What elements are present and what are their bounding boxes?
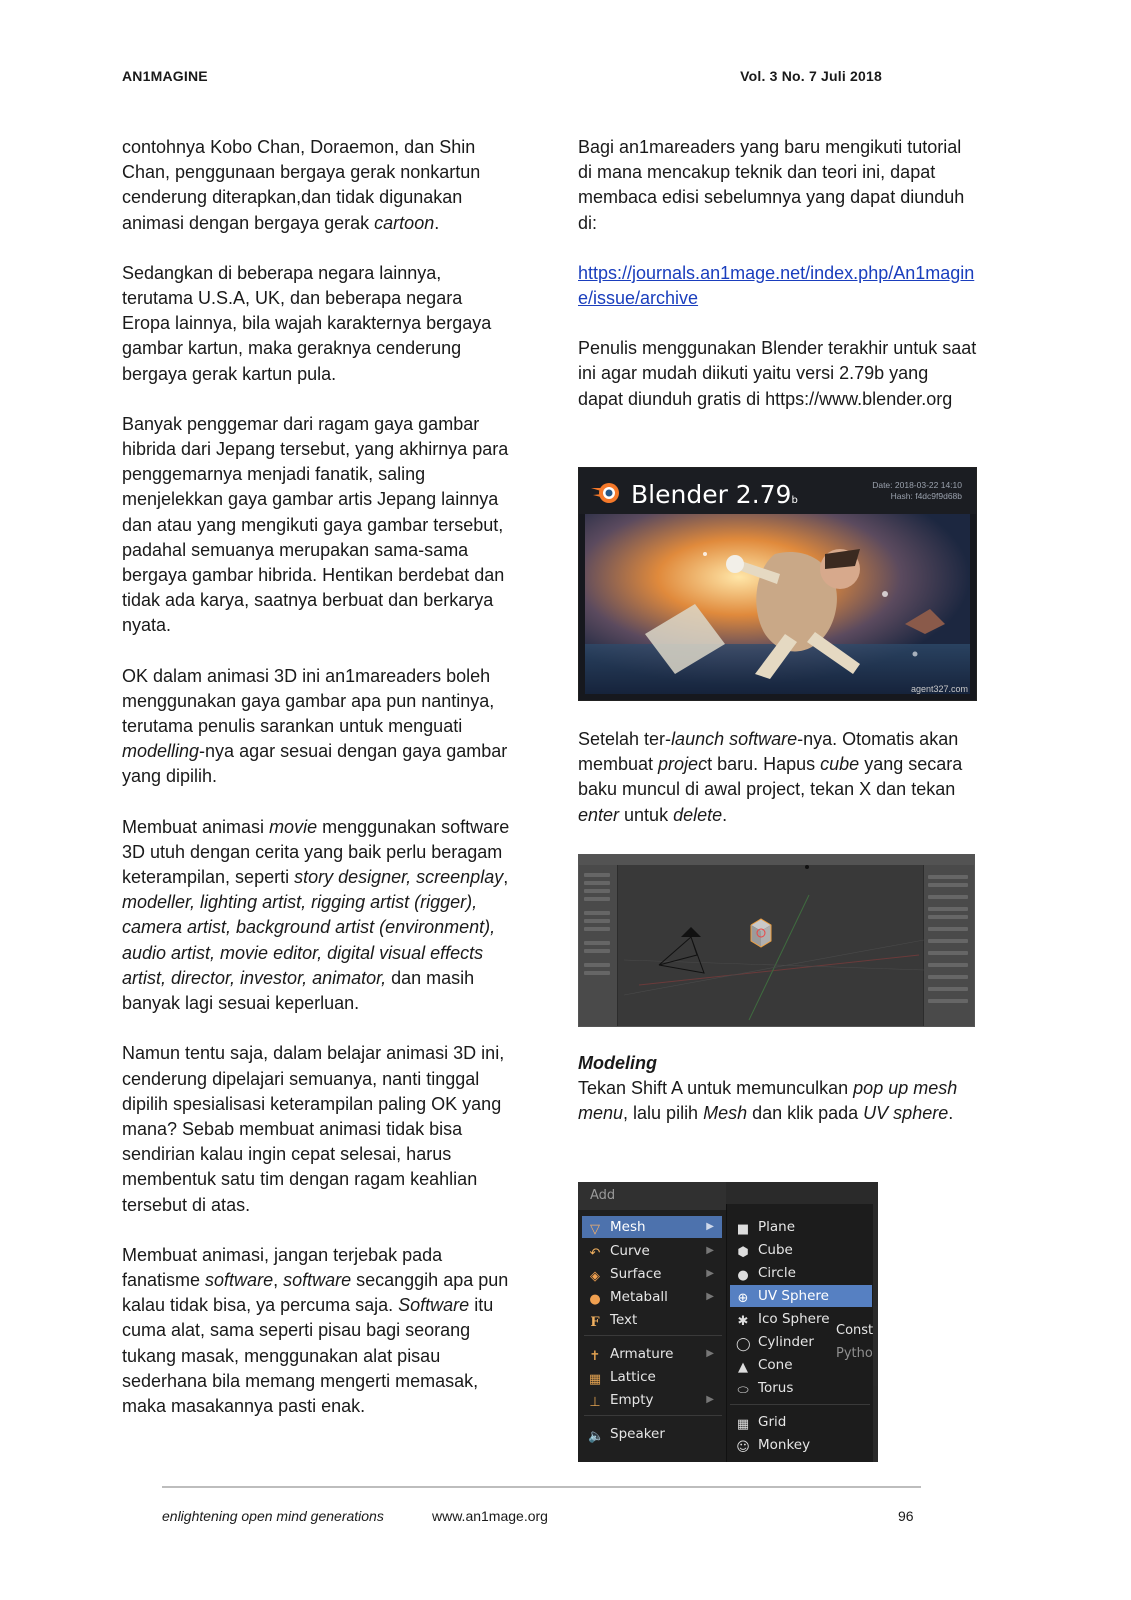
menu-item-speaker[interactable]: 🔈 Speaker	[588, 1426, 665, 1444]
uv-sphere-icon: ⊕	[737, 1291, 749, 1306]
menu-separator	[584, 1415, 722, 1416]
paragraph: Sedangkan di beberapa negara lainnya, terutama U.S.A, UK, dan beberapa negara Eropa lainnya, bila wajah karakternya bergaya gambar kartun, maka geraknya cenderung bergaya gerak kartun pula.	[122, 262, 492, 384]
menu-item-surface[interactable]: ◈ Surface ▶	[590, 1266, 714, 1284]
ui-scene-objects	[579, 855, 974, 1026]
mesh-item-torus[interactable]: ⬭ Torus	[737, 1380, 794, 1398]
paragraph: Membuat animasi, jangan terjebak pada fanatisme software, software secanggih apa pun kalau tidak bisa, ya percuma saja. Software itu cuma alat, sama seperti pisau bagi seorang tukang masak, menggunakan alat pisau sederhana bila memang mengerti memasak, maka masakannya pasti enak.	[122, 1244, 509, 1416]
mesh-item-cylinder[interactable]: ◯ Cylinder	[736, 1334, 814, 1352]
section-heading: Modeling	[578, 1053, 657, 1073]
overflow-item: Const	[836, 1323, 874, 1338]
mesh-item-circle[interactable]: ● Circle	[737, 1265, 796, 1283]
armature-icon: ✝	[589, 1349, 601, 1364]
archive-link[interactable]: https://journals.an1mage.net/index.php/An1magine/issue/archive	[578, 262, 975, 309]
cube-icon: ⬢	[737, 1245, 749, 1260]
curve-icon: ↶	[589, 1246, 601, 1261]
right-column-lower	[578, 1051, 978, 1152]
surface-icon: ◈	[590, 1269, 600, 1284]
mesh-item-plane[interactable]: ■ Plane	[736, 1219, 796, 1237]
cylinder-icon: ◯	[736, 1337, 751, 1352]
paragraph: Bagi an1mareaders yang baru mengikuti tutorial di mana mencakup teknik dan teori ini, dapat membaca edisi sebelumnya yang dapat diunduh di:	[578, 137, 965, 233]
mesh-item-cone[interactable]: ▲ Cone	[738, 1357, 793, 1375]
paragraph: Membuat animasi movie menggunakan software 3D utuh dengan cerita yang baik perlu beragam keterampilan, seperti story designer, screenplay, modeller, lighting artist, rigging artist (rigger), camera artist, background artist (environment), audio artist, movie editor, digital visual effects artist, director, investor, animator, dan masih banyak lagi sesuai keperluan.	[122, 816, 510, 1014]
paragraph: OK dalam animasi 3D ini an1mareaders boleh menggunakan gaya gambar apa pun nantinya, terutama penulis sarankan untuk menguati modelling-nya agar sesuai dengan gaya gambar yang dipilih.	[122, 665, 508, 787]
mesh-icon: ▽	[590, 1222, 600, 1237]
menu-separator	[730, 1404, 870, 1405]
menu-item-lattice[interactable]: ▦ Lattice	[588, 1369, 656, 1387]
menu-item-armature[interactable]: ✝ Armature ▶	[589, 1346, 714, 1364]
archive-link-paragraph	[578, 261, 978, 311]
footer-url[interactable]: www.an1mage.org	[432, 1508, 548, 1524]
empty-icon: ⊥	[589, 1395, 601, 1410]
menu-item-curve[interactable]: ↶ Curve ▶	[589, 1243, 714, 1261]
plane-icon: ■	[736, 1222, 750, 1237]
splash-title: Blender 2.79b	[631, 480, 798, 509]
paragraph: Setelah ter-launch software-nya. Otomatis akan membuat project baru. Hapus cube yang secara baku muncul di awal project, tekan X dan tekan enter untuk delete.	[578, 729, 963, 825]
paragraph: Namun tentu saja, dalam belajar animasi 3D ini, cenderung dipelajari semuanya, nanti tinggal dipilih spesialisasi keterampilan paling OK yang mana? Sebab membuat animasi tidak bisa sendirian kalau ingin cepat selesai, harus membentuk satu tim dengan ragam keahlian tersebut di atas.	[122, 1043, 505, 1215]
menu-item-metaball[interactable]: ● Metaball ▶	[589, 1289, 714, 1307]
ico-sphere-icon: ✱	[737, 1314, 749, 1329]
mesh-item-grid[interactable]: ▦ Grid	[736, 1414, 787, 1432]
right-column-mid	[578, 727, 978, 853]
menu-item-text[interactable]: F Text	[588, 1309, 722, 1331]
paragraph: Banyak penggemar dari ragam gaya gambar hibrida dari Jepang tersebut, yang akhirnya para penggemarnya menjadi fanatik, saling menjelekkan gaya gambar artis Jepang lainnya dan atau yang mengikuti gaya gambar tersebut, padahal semuanya merupakan sama-sama bergaya gambar hibrida. Hentikan berdebat dan tidak ada karya, saatnya berbuat dan berkarya nyata.	[122, 413, 509, 636]
page-number: 96	[898, 1508, 914, 1524]
mesh-item-ico-sphere[interactable]: ✱ Ico Sphere	[737, 1311, 830, 1329]
menu-item-empty[interactable]: ⊥ Empty ▶	[589, 1392, 714, 1410]
overflow-item: Pytho	[836, 1346, 873, 1361]
mesh-item-cube[interactable]: ⬢ Cube	[737, 1242, 793, 1260]
footer-tagline: enlightening open mind generations	[162, 1508, 384, 1524]
splash-build-info: Date: 2018-03-22 14:10 Hash: f4dc9f9d68b	[872, 480, 962, 501]
paragraph: Tekan Shift A untuk memunculkan pop up mesh menu, lalu pilih Mesh dan klik pada UV sphere.	[578, 1078, 958, 1124]
lattice-icon: ▦	[588, 1372, 602, 1387]
blender-splash-image	[578, 467, 977, 701]
right-column	[578, 135, 978, 437]
issue-info: Vol. 3 No. 7 Juli 2018	[740, 68, 882, 84]
monkey-icon: ☺	[736, 1440, 750, 1455]
paragraph: Penulis menggunakan Blender terakhir untuk saat ini agar mudah diikuti yaitu versi 2.79b yang dapat diunduh gratis di https://www.blender.org	[578, 338, 977, 409]
journal-name: AN1MAGINE	[122, 68, 208, 84]
blender-logo-icon	[589, 478, 623, 506]
cone-icon: ▲	[738, 1360, 748, 1375]
menu-separator	[584, 1335, 722, 1336]
footer-rule	[162, 1486, 921, 1488]
splash-credit: agent327.com	[910, 684, 968, 694]
left-column	[122, 135, 512, 1444]
add-mesh-menu-screenshot	[578, 1182, 878, 1462]
blender-interface-screenshot	[578, 854, 975, 1027]
speaker-icon: 🔈	[588, 1429, 605, 1444]
paragraph: contohnya Kobo Chan, Doraemon, dan Shin Chan, penggunaan bergaya gerak nonkartun cenderung diterapkan,dan tidak digunakan animasi dengan bergaya gerak cartoon.	[122, 137, 481, 233]
metaball-icon: ●	[589, 1292, 601, 1307]
mesh-item-monkey[interactable]: ☺ Monkey	[736, 1437, 811, 1455]
circle-icon: ●	[737, 1268, 749, 1283]
mesh-item-uv-sphere[interactable]: ⊕ UV Sphere	[730, 1285, 872, 1307]
menu-title: Add	[578, 1182, 726, 1210]
torus-icon: ⬭	[737, 1383, 749, 1398]
splash-artwork	[585, 514, 970, 694]
menu-item-mesh[interactable]: ▽ Mesh ▶	[582, 1216, 722, 1238]
text-icon: F	[590, 1315, 600, 1330]
grid-icon: ▦	[736, 1417, 750, 1432]
